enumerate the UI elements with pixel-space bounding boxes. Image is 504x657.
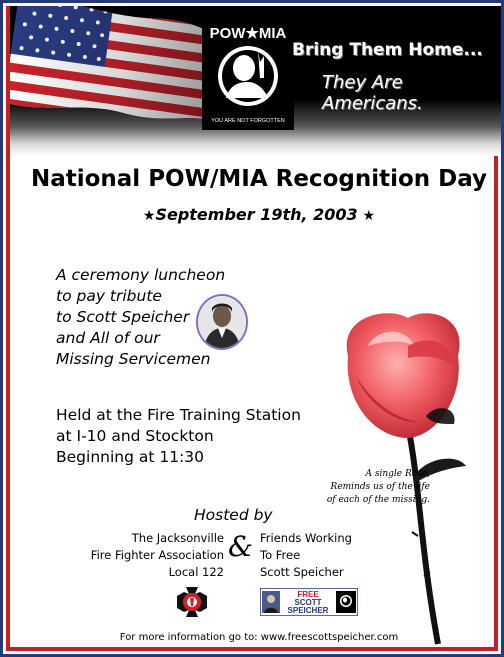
rose-quote	[310, 468, 430, 507]
ampersand: &	[228, 530, 253, 563]
slogan-bring-them-home: Bring Them Home...	[292, 40, 483, 60]
org-line: Friends Working	[260, 531, 352, 545]
tribute-line: and All of our	[56, 329, 160, 347]
tribute-line: Missing Servicemen	[56, 350, 211, 368]
org-line: Scott Speicher	[260, 565, 344, 579]
location-line: Held at the Fire Training Station	[56, 406, 301, 424]
pow-mia-logo	[198, 16, 298, 134]
svg-text:POW★MIA: POW★MIA	[209, 25, 287, 42]
svg-text:YOU ARE NOT FORGOTTEN: YOU ARE NOT FORGOTTEN	[211, 118, 285, 124]
tribute-line: to Scott Speicher	[56, 308, 190, 326]
location-line: at I-10 and Stockton	[56, 427, 214, 445]
org-line: The Jacksonville	[131, 531, 224, 545]
svg-text:FREE: FREE	[297, 590, 319, 599]
event-date	[10, 205, 504, 224]
svg-text:SPEICHER: SPEICHER	[287, 606, 329, 615]
location-text	[56, 405, 301, 468]
firefighter-maltese-cross-logo	[176, 586, 208, 618]
speicher-portrait	[196, 294, 248, 350]
slogan-they-are-americans: They Are Americans.	[322, 72, 423, 114]
header-banner	[10, 6, 504, 156]
poster-inner-border	[6, 6, 498, 651]
location-line: Beginning at 11:30	[56, 448, 205, 466]
rose-quote-line: A single Rose,	[365, 469, 430, 479]
hosted-by-heading: Hosted by	[194, 506, 273, 524]
star-icon: ★	[142, 208, 156, 224]
host-org-fire-fighters	[74, 530, 224, 581]
event-date-text: September 19th, 2003	[155, 205, 358, 224]
tribute-line: A ceremony luncheon	[56, 266, 226, 284]
tribute-line: to pay tribute	[56, 287, 162, 305]
svg-text:SCOTT: SCOTT	[294, 598, 322, 607]
rose-quote-line: Reminds us of the life	[330, 482, 430, 492]
person-portrait-icon	[198, 296, 246, 348]
american-flag-image	[10, 6, 230, 126]
host-org-friends-working	[260, 530, 352, 581]
free-scott-speicher-logo	[260, 588, 358, 616]
rose-quote-line: of each of the missing.	[326, 495, 430, 505]
footer-info: For more information go to: www.freescottspeicher.com	[119, 632, 399, 643]
event-title: National POW/MIA Recognition Day	[30, 166, 488, 192]
star-icon: ★	[357, 208, 376, 224]
org-line: To Free	[260, 548, 301, 562]
org-line: Fire Fighter Association	[90, 548, 224, 562]
org-line: Local 122	[168, 565, 224, 579]
